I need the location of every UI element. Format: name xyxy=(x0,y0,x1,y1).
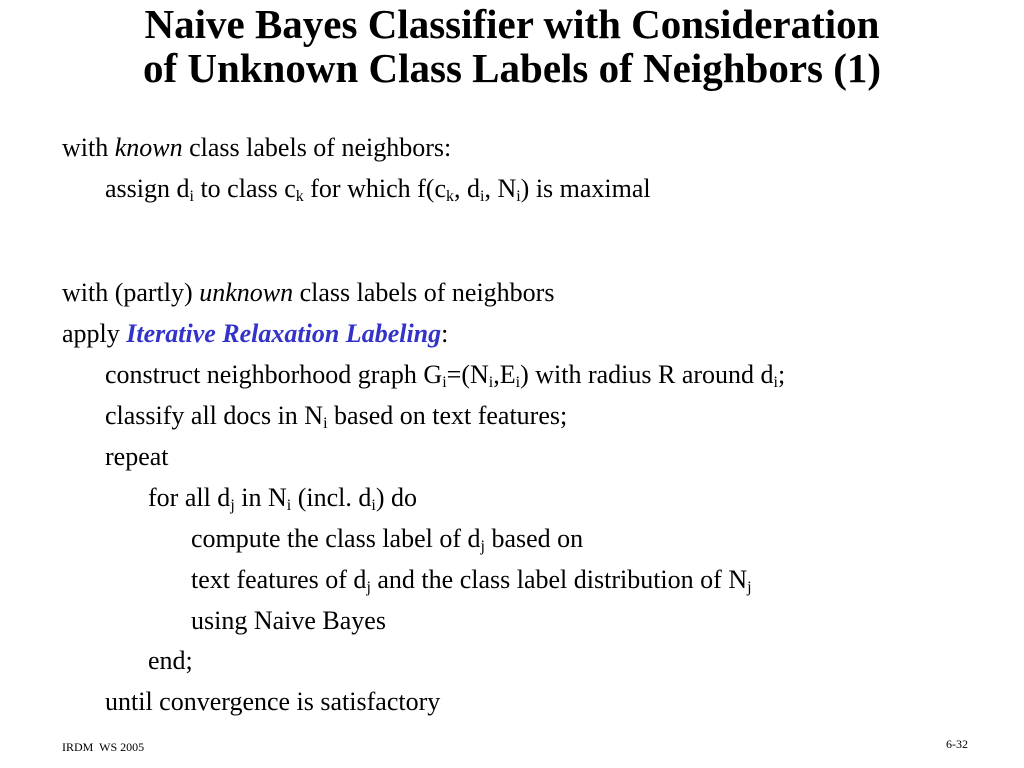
unknown-emphasis: unknown xyxy=(199,278,294,307)
construct-step: construct neighborhood graph $G_i=(N_i,E_i)$ with radius R around $d_i$; xyxy=(105,360,786,391)
title-line-2: of Unknown Class Labels of Neighbors (1) xyxy=(142,45,882,91)
classify-step: classify all docs in $N_i$ based on text features; xyxy=(105,401,568,432)
forall-step: for all $d_j$ in $N_i$ (incl. $d_i$) do xyxy=(148,483,417,514)
footer-page-number: 6-32 xyxy=(946,737,968,751)
known-emphasis: known xyxy=(114,133,183,162)
end-keyword: end; xyxy=(148,646,193,675)
known-intro: with known class labels of neighbors: xyxy=(62,133,452,162)
assign-rule: assign $d_i$ to class $c_k$ for which $f(c_k$, $d_i$, $N_i$) is maximal xyxy=(105,174,651,205)
until-step: until convergence is satisfactory xyxy=(105,687,441,716)
footer-course: IRDM WS 2005 xyxy=(62,740,145,754)
textfeatures-step: text features of $d_j$ and the class label distribution of $N_j$ xyxy=(191,565,752,596)
compute-step: compute the class label of $d_j$ based on xyxy=(191,524,584,555)
unknown-intro: with (partly) unknown class labels of neighbors xyxy=(62,278,555,307)
title-line-1: Naive Bayes Classifier with Consideration xyxy=(144,1,880,47)
using-step: using Naive Bayes xyxy=(191,606,386,635)
method-name: Iterative Relaxation Labeling xyxy=(126,319,442,348)
apply-line: apply Iterative Relaxation Labeling: xyxy=(62,319,449,348)
repeat-keyword: repeat xyxy=(105,442,169,471)
